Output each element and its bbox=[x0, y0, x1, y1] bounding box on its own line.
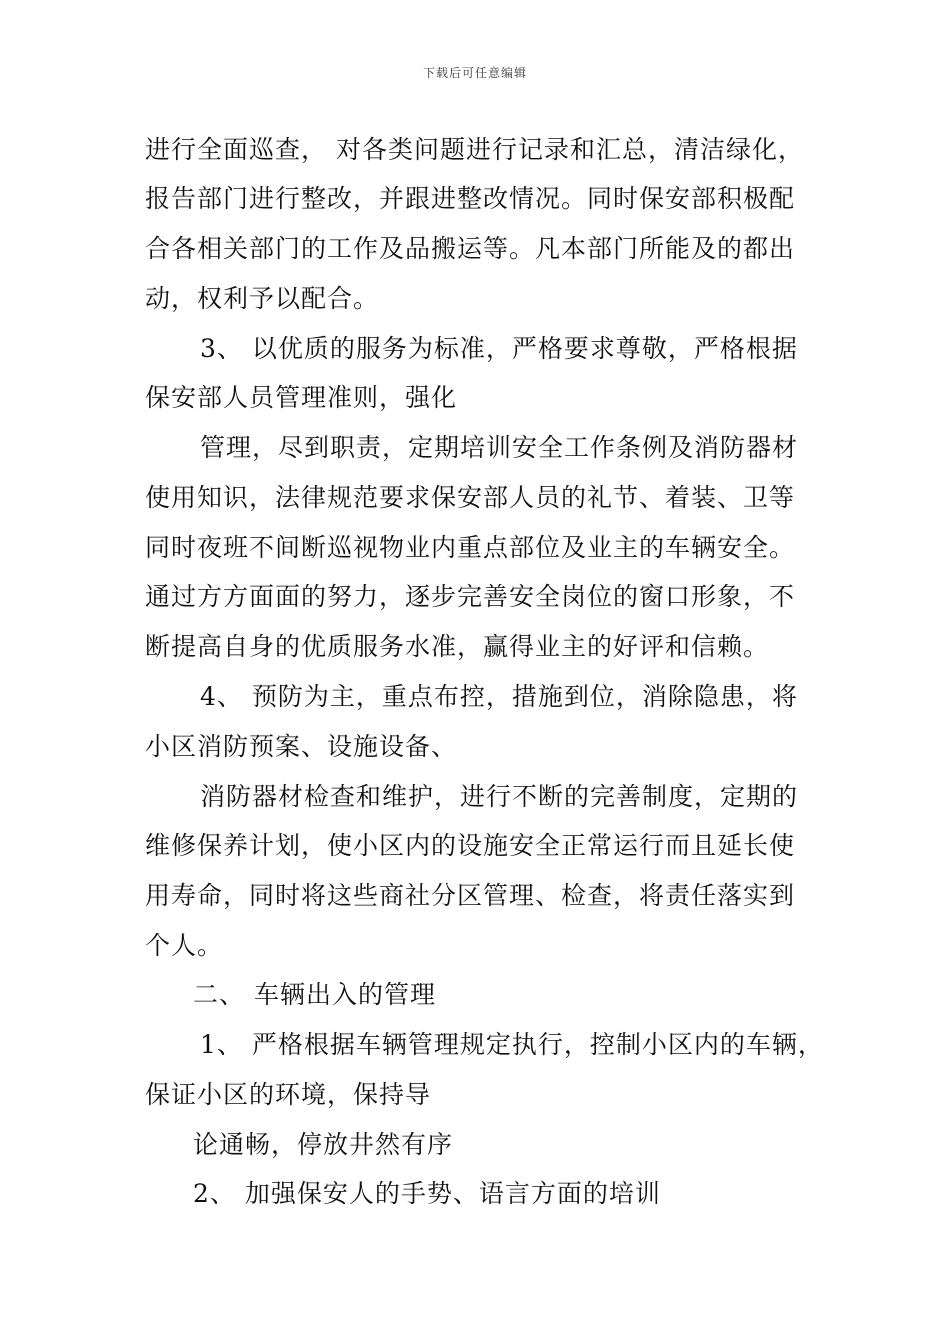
text-line: 保安部人员管理准则，强化 bbox=[145, 383, 458, 412]
page-header: 下载后可任意编辑 bbox=[422, 66, 527, 80]
text-line: 维修保养计划，使小区内的设施安全正常运行而且延长使 bbox=[145, 831, 796, 860]
text-line: 3、 以优质的服务为标准，严格要求尊敬，严格根据 bbox=[200, 334, 798, 363]
text-line: 合各相关部门的工作及品搬运等。凡本部门所能及的都出 bbox=[145, 234, 796, 263]
text-line: 用寿命，同时将这些商社分区管理、检查，将责任落实到 bbox=[145, 881, 796, 910]
text-line: 保证小区的环境，保持导 bbox=[145, 1080, 432, 1109]
text-line: 2、 加强保安人的手势、语言方面的培训 bbox=[193, 1179, 661, 1208]
text-line: 动，权利予以配合。 bbox=[145, 284, 380, 313]
text-line: 进行全面巡查， 对各类问题进行记录和汇总，清洁绿化， bbox=[145, 135, 804, 164]
text-line: 1、 严格根据车辆管理规定执行，控制小区内的车辆， bbox=[200, 1030, 824, 1059]
section-heading: 二、 车辆出入的管理 bbox=[193, 980, 436, 1009]
text-line: 4、 预防为主，重点布控，措施到位，消除隐患，将 bbox=[200, 682, 798, 711]
text-line: 论通畅，停放井然有序 bbox=[193, 1130, 454, 1159]
text-line: 同时夜班不间断巡视物业内重点部位及业主的车辆安全。 bbox=[145, 533, 796, 562]
text-line: 管理，尽到职责，定期培训安全工作条例及消防器材 bbox=[200, 433, 799, 462]
text-line: 使用知识，法律规范要求保安部人员的礼节、着装、卫等 bbox=[145, 483, 796, 512]
text-line: 断提高自身的优质服务水准，赢得业主的好评和信赖。 bbox=[145, 632, 770, 661]
text-line: 小区消防预案、设施设备、 bbox=[145, 732, 458, 761]
text-line: 报告部门进行整改，并跟进整改情况。同时保安部积极配 bbox=[145, 184, 796, 213]
text-line: 个人。 bbox=[145, 931, 224, 960]
text-line: 消防器材检查和维护，进行不断的完善制度，定期的 bbox=[200, 782, 799, 811]
text-line: 通过方方面面的努力，逐步完善安全岗位的窗口形象，不 bbox=[145, 582, 796, 611]
